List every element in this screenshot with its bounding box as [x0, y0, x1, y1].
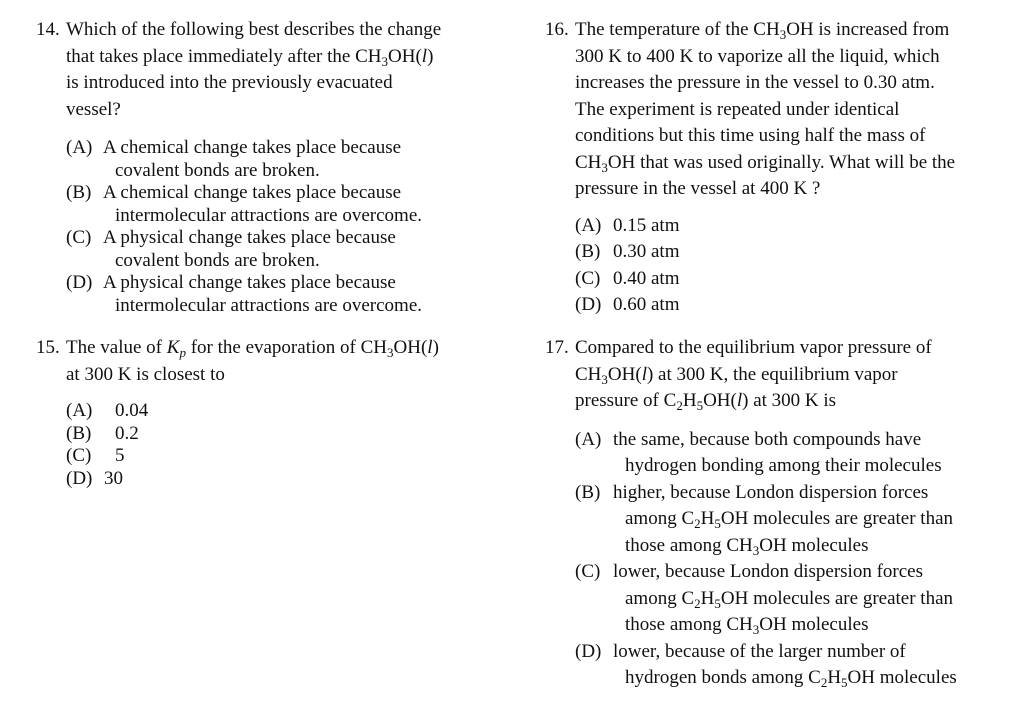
question-stem: Compared to the equilibrium vapor pressure of $CH_3OH(l)$ at 300 K, the equilibrium vapor pressure of $C_2H_5OH(l)$ at 300 K is [575, 337, 932, 413]
question-17 [545, 335, 1015, 692]
question-number: 16. [545, 19, 569, 40]
choice-d[interactable]: (D) 30 [66, 467, 123, 489]
choice-b[interactable]: (B) 0.30 atm [575, 241, 680, 262]
answer-choices [575, 213, 1015, 319]
choice-a[interactable]: (A) 0.15 atm [575, 214, 680, 236]
question-14 [36, 17, 506, 317]
question-number: 17. [545, 337, 569, 358]
question-stem: The value of $K_p$ for the evaporation of $CH_3OH(l)$ at 300 K is closest to [66, 337, 439, 385]
choice-b[interactable]: (B) higher, because London dispersion forces among $C_2H_5OH$ molecules are greater than those among $CH_3OH$ molecules [575, 481, 954, 558]
choice-b[interactable]: (B) 0.2 [66, 422, 139, 444]
question-16 [545, 17, 1015, 319]
choice-d[interactable]: (D) 0.60 atm [575, 294, 680, 315]
answer-choices [66, 400, 506, 490]
question-number: 14. [36, 19, 60, 40]
question-15 [36, 335, 506, 490]
question-stem: Which of the following best describes the change that takes place immediately after the $CH_3OH(l)$ is introduced into the previously evacuated vessel? [66, 19, 442, 120]
question-number: 15. [36, 337, 60, 358]
answer-choices [66, 137, 506, 317]
choice-b[interactable]: (B) A chemical change takes place because intermolecular attractions are overcome. [66, 182, 423, 226]
choice-a[interactable]: (A) 0.04 [66, 400, 149, 421]
choice-c[interactable]: (C) 5 [66, 445, 125, 466]
choice-a[interactable]: (A) A chemical change takes place because covalent bonds are broken. [66, 137, 402, 181]
choice-d[interactable]: (D) A physical change takes place because intermolecular attractions are overcome. [66, 272, 423, 316]
choice-c[interactable]: (C) lower, because London dispersion forces among $C_2H_5OH$ molecules are greater than those among $CH_3OH$ molecules [575, 561, 954, 637]
choice-c[interactable]: (C) 0.40 atm [575, 267, 680, 289]
question-stem: The temperature of the $CH_3OH$ is increased from 300 K to 400 K to vaporize all the liquid, which increases the pressure in the vessel to 0.30 atm. The experiment is repeated under identical conditions but this time using half the mass of $CH_3OH$ that was used originally. What will be the pressure in the vessel at 400 K ? [575, 19, 956, 199]
choice-d[interactable]: (D) lower, because of the larger number of hydrogen bonds among $C_2H_5OH$ molecules [575, 640, 957, 690]
answer-choices [575, 427, 1015, 692]
choice-c[interactable]: (C) A physical change takes place because covalent bonds are broken. [66, 227, 396, 271]
choice-a[interactable]: (A) the same, because both compounds have hydrogen bonding among their molecules [575, 428, 942, 476]
